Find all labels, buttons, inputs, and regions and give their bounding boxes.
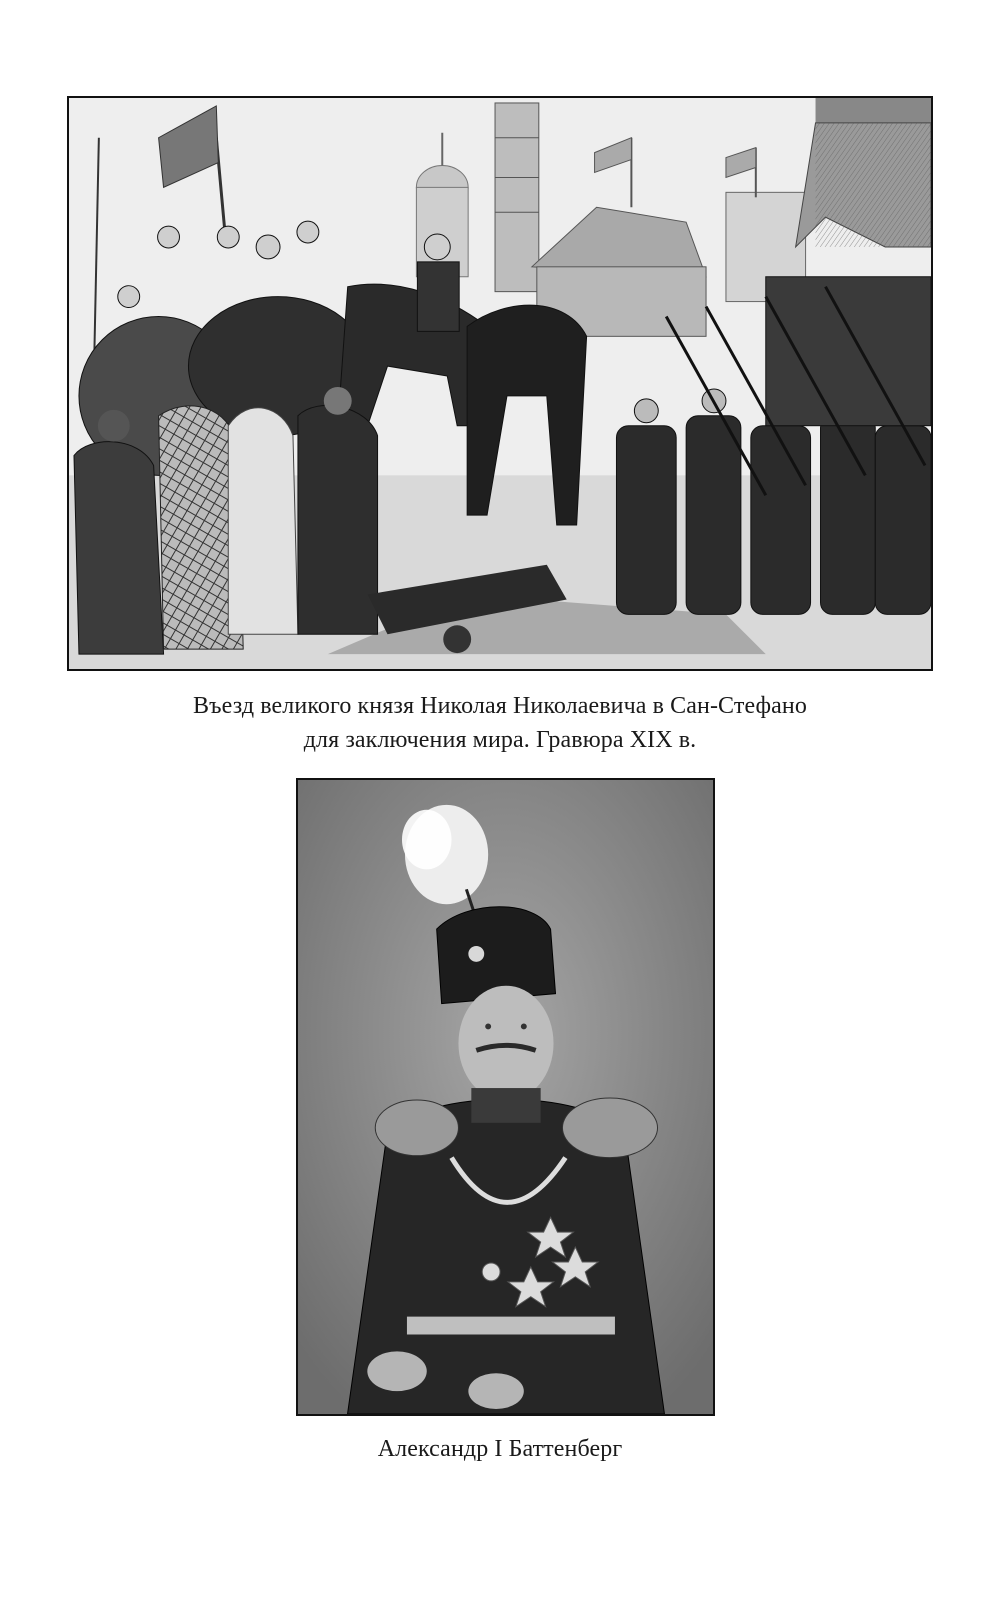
portrait-caption xyxy=(0,1432,1000,1466)
engraving-scene xyxy=(69,98,931,669)
caption-line: Въезд великого князя Николая Николаевича в Сан-Стефано xyxy=(193,693,807,719)
engraving-illustration xyxy=(67,96,933,671)
right-epaulette xyxy=(562,1098,657,1158)
civilian-crowd xyxy=(74,387,378,654)
hat-badge xyxy=(468,946,484,962)
canopy-tent xyxy=(796,98,931,247)
uniform-belt xyxy=(407,1317,615,1335)
engraving-caption xyxy=(0,689,1000,757)
uniform-collar xyxy=(471,1088,540,1123)
right-hand xyxy=(468,1373,523,1409)
left-epaulette xyxy=(375,1100,458,1156)
caption-line: для заключения мира. Гравюра XIX в. xyxy=(303,727,697,753)
portrait-photograph xyxy=(296,778,715,1416)
left-hand xyxy=(367,1351,426,1391)
caption-line: Александр I Баттенберг xyxy=(377,1436,623,1462)
portrait-scene xyxy=(298,780,713,1414)
